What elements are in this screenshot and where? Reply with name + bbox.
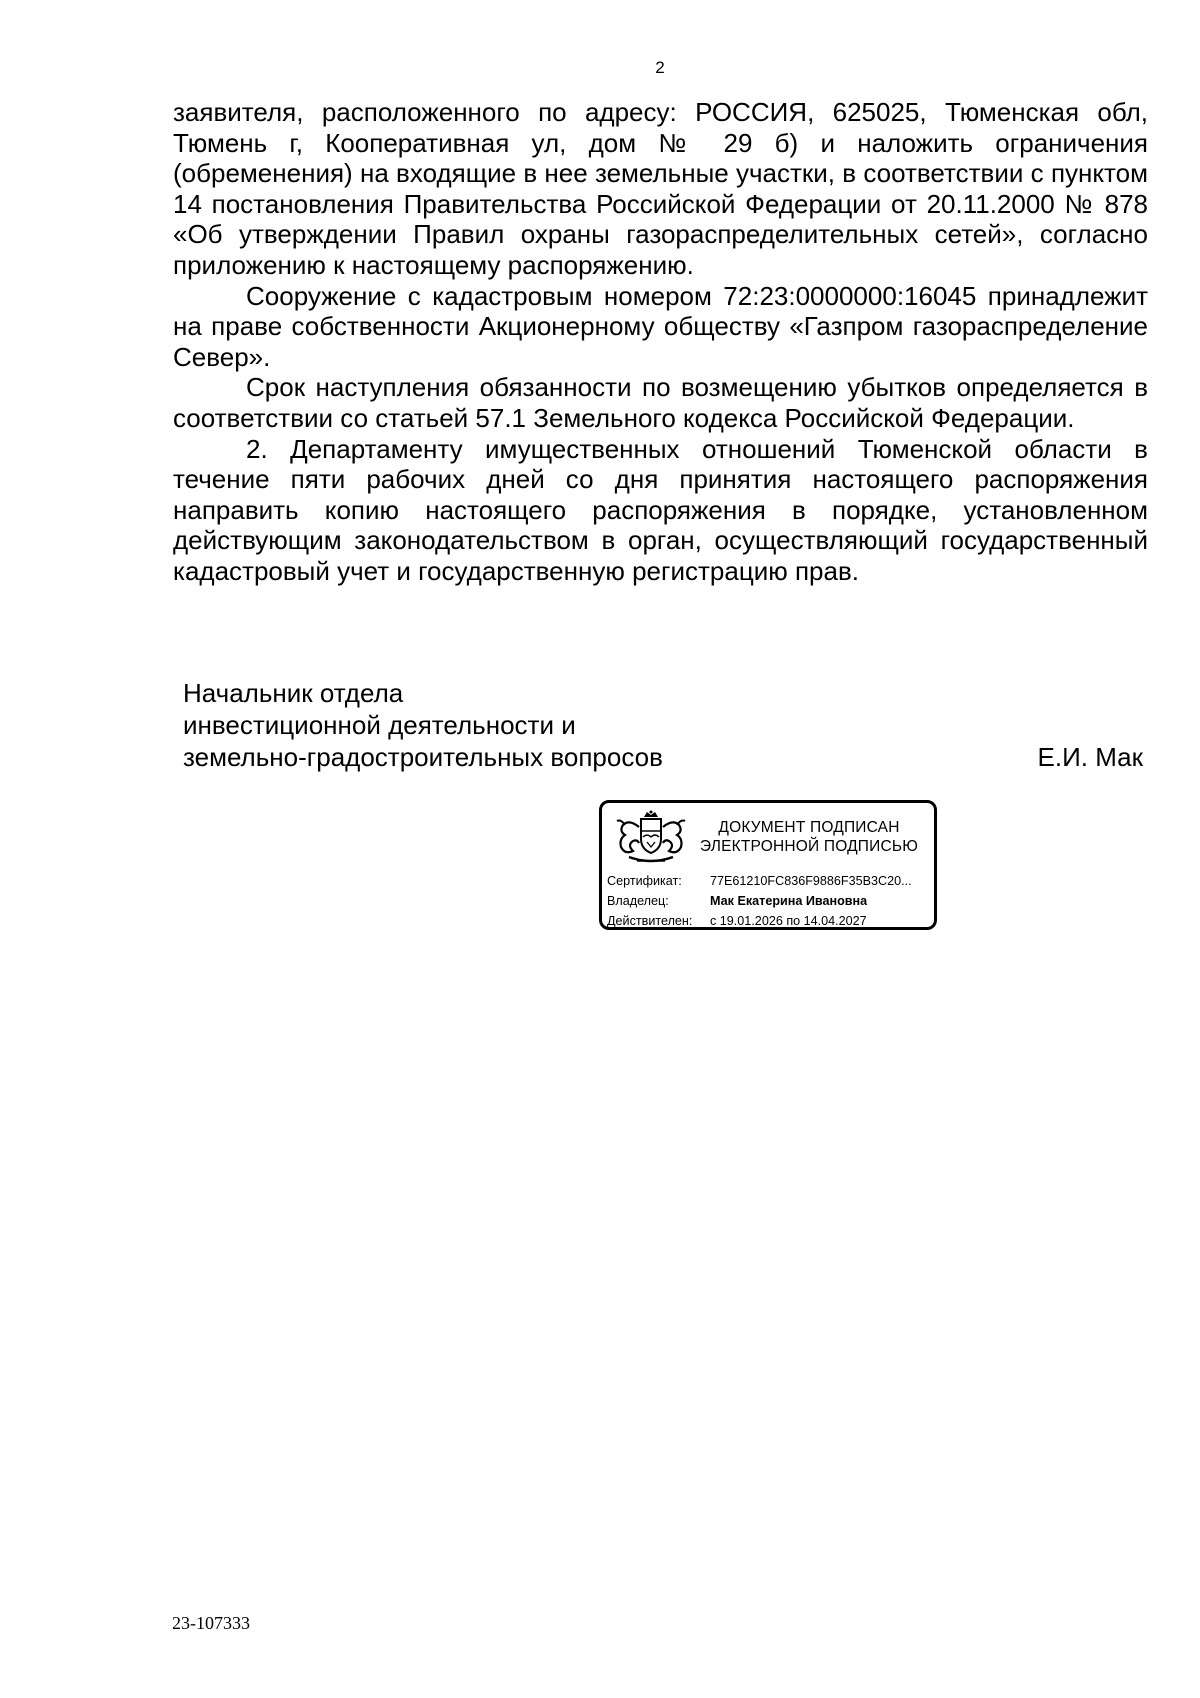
owner-value: Мак Екатерина Ивановна	[710, 894, 868, 908]
document-id: 23-107333	[172, 1613, 250, 1633]
validity-value: с 19.01.2026 по 14.04.2027	[710, 914, 867, 928]
paragraph-address: заявителя, расположенного по адресу: РОССИЯ, 625025, Тюменская обл, Тюмень г, Кооперативная ул, дом № 29 б) и наложить ограничения (обременения) на входящие в нее земельные участки, в соответствии с пунктом 14 постановления Правительства Российской Федерации от 20.11.2000 № 878 «Об утверждении Правил охраны газораспределительных сетей», согласно приложению к настоящему распоряжению.	[173, 97, 1148, 280]
paragraph-compensation: Срок наступления обязанности по возмещению убытков определяется в соответствии со статьей 57.1 Земельного кодекса Российской Федерации.	[173, 372, 1148, 433]
position-line: инвестиционной деятельности и	[183, 710, 576, 740]
signatory-position	[183, 677, 1143, 773]
document-body	[173, 97, 1148, 587]
electronic-signature-stamp	[599, 800, 937, 930]
paragraph-department-instruction: 2. Департаменту имущественных отношений Тюменской области в течение пяти рабочих дней со дня принятия настоящего распоряжения направить копию настоящего распоряжения в порядке, установленном действующим законодательством в орган, осуществляющий государственный кадастровый учет и государственную регистрацию прав.	[173, 433, 1148, 586]
owner-row	[607, 891, 932, 911]
validity-label: Действителен:	[607, 914, 693, 928]
stamp-title-line: ЭЛЕКТРОННОЙ ПОДПИСЬЮ	[699, 838, 919, 855]
owner-label: Владелец:	[607, 894, 669, 908]
certificate-value: 77E61210FC836F9886F35B3C20...	[710, 874, 912, 888]
paragraph-ownership: Сооружение с кадастровым номером 72:23:0000000:16045 принадлежит на праве собственности Акционерному обществу «Газпром газораспределение Север».	[173, 280, 1148, 372]
position-line: земельно-градостроительных вопросов	[183, 742, 663, 772]
stamp-title	[694, 818, 924, 856]
validity-row	[607, 911, 932, 931]
position-line: Начальник отдела	[183, 678, 404, 708]
certificate-label: Сертификат:	[607, 874, 682, 888]
page-number: 2	[655, 58, 665, 77]
coat-of-arms-icon	[611, 809, 691, 869]
signatory-name: Е.И. Мак	[1037, 742, 1143, 772]
stamp-details	[607, 871, 932, 931]
certificate-row	[607, 871, 932, 891]
stamp-title-line: ДОКУМЕНТ ПОДПИСАН	[718, 819, 900, 836]
signature-block	[183, 677, 1143, 773]
